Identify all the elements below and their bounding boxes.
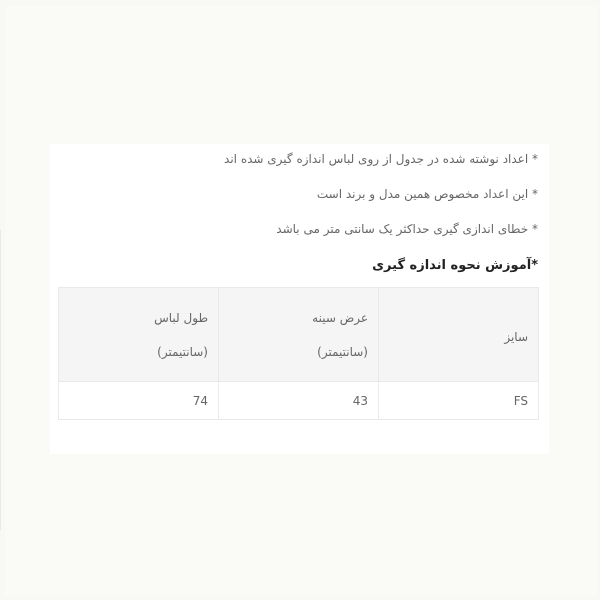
size-table — [58, 287, 539, 420]
header-garment-length — [59, 288, 219, 382]
header-garment-length-label: طول لباس — [154, 310, 208, 325]
size-guide-panel — [50, 144, 549, 454]
header-size-label: سایز — [504, 329, 528, 344]
cell-garment-length: 74 — [59, 382, 219, 420]
header-chest-width — [219, 288, 379, 382]
table-header-row — [59, 288, 539, 382]
header-chest-width-label: عرض سینه — [312, 310, 368, 325]
error-margin-note: * خطای اندازی گیری حداکثر یک سانتی متر می باشد — [276, 222, 538, 236]
table-row — [59, 382, 539, 420]
header-size — [379, 288, 539, 382]
cell-size: FS — [379, 382, 539, 420]
cell-chest-width: 43 — [219, 382, 379, 420]
left-edge-divider — [0, 230, 3, 530]
header-garment-length-unit: (سانتیمتر) — [157, 344, 208, 359]
size-table-body — [59, 382, 539, 420]
header-chest-width-unit: (سانتیمتر) — [317, 344, 368, 359]
size-table-header — [59, 288, 539, 382]
brand-note: * این اعداد مخصوص همین مدل و برند است — [316, 187, 538, 201]
measurement-note: * اعداد نوشته شده در جدول از روی لباس اندازه گیری شده اند — [224, 152, 538, 166]
how-to-measure-link[interactable]: *آموزش نحوه اندازه گیری — [372, 258, 538, 273]
